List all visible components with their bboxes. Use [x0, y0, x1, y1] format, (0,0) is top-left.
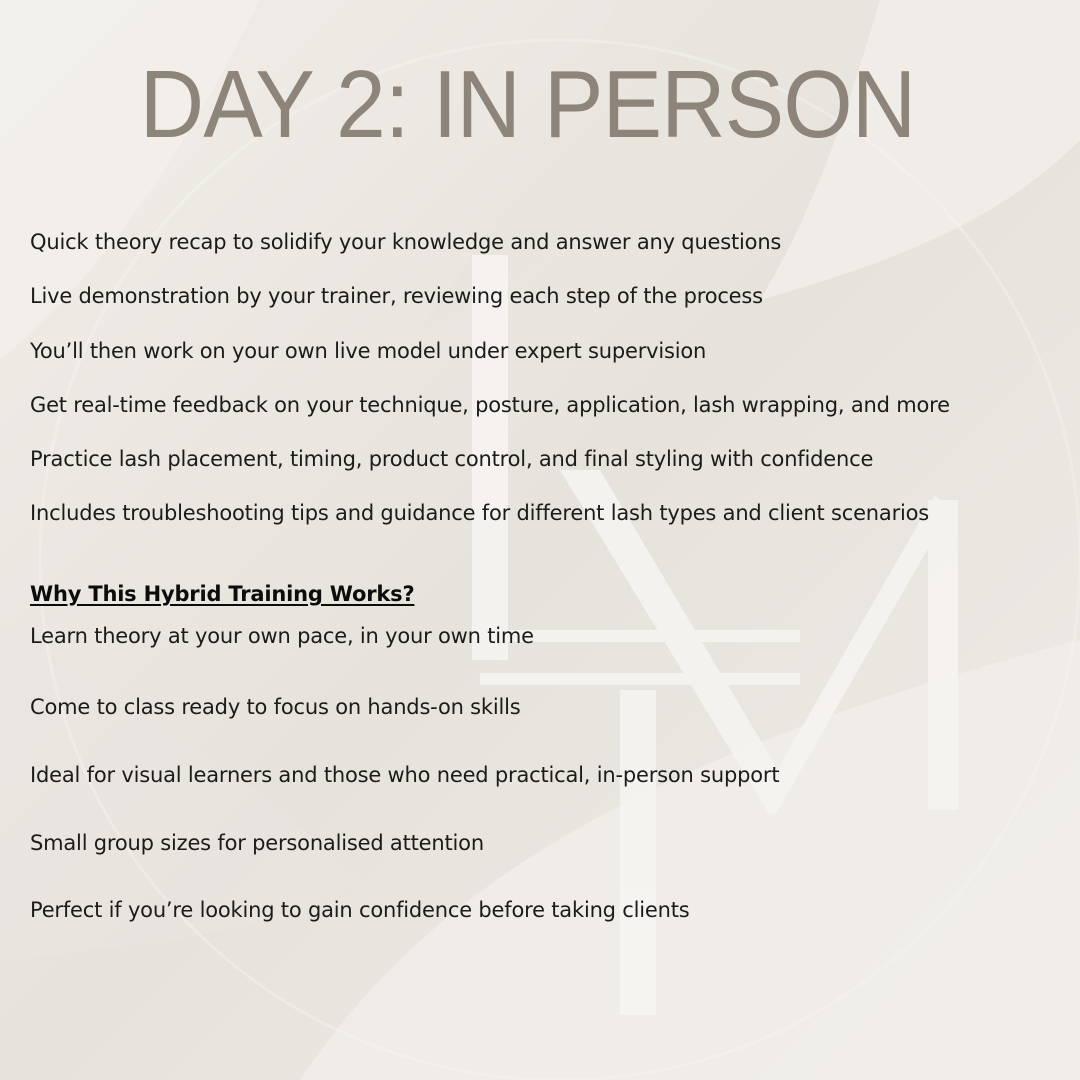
list-item: Practice lash placement, timing, product control, and final styling with confidence: [30, 447, 874, 471]
list-item: Get real-time feedback on your technique, posture, application, lash wrapping, and more: [30, 393, 950, 417]
list-item: Perfect if you’re looking to gain confidence before taking clients: [30, 898, 690, 922]
list-item: Includes troubleshooting tips and guidance for different lash types and client scenarios: [30, 501, 930, 525]
list-item: Ideal for visual learners and those who need practical, in-person support: [30, 763, 780, 787]
page-title: DAY 2: IN PERSON: [139, 51, 916, 158]
list-item: Live demonstration by your trainer, reviewing each step of the process: [30, 284, 763, 308]
list-item: You’ll then work on your own live model under expert supervision: [30, 339, 707, 363]
list-item: Come to class ready to focus on hands-on skills: [30, 695, 521, 719]
list-item: Small group sizes for personalised attention: [30, 831, 484, 855]
list-item: Learn theory at your own pace, in your own time: [30, 624, 534, 648]
why-heading: Why This Hybrid Training Works?: [30, 582, 415, 606]
list-item: Quick theory recap to solidify your knowledge and answer any questions: [30, 230, 782, 254]
